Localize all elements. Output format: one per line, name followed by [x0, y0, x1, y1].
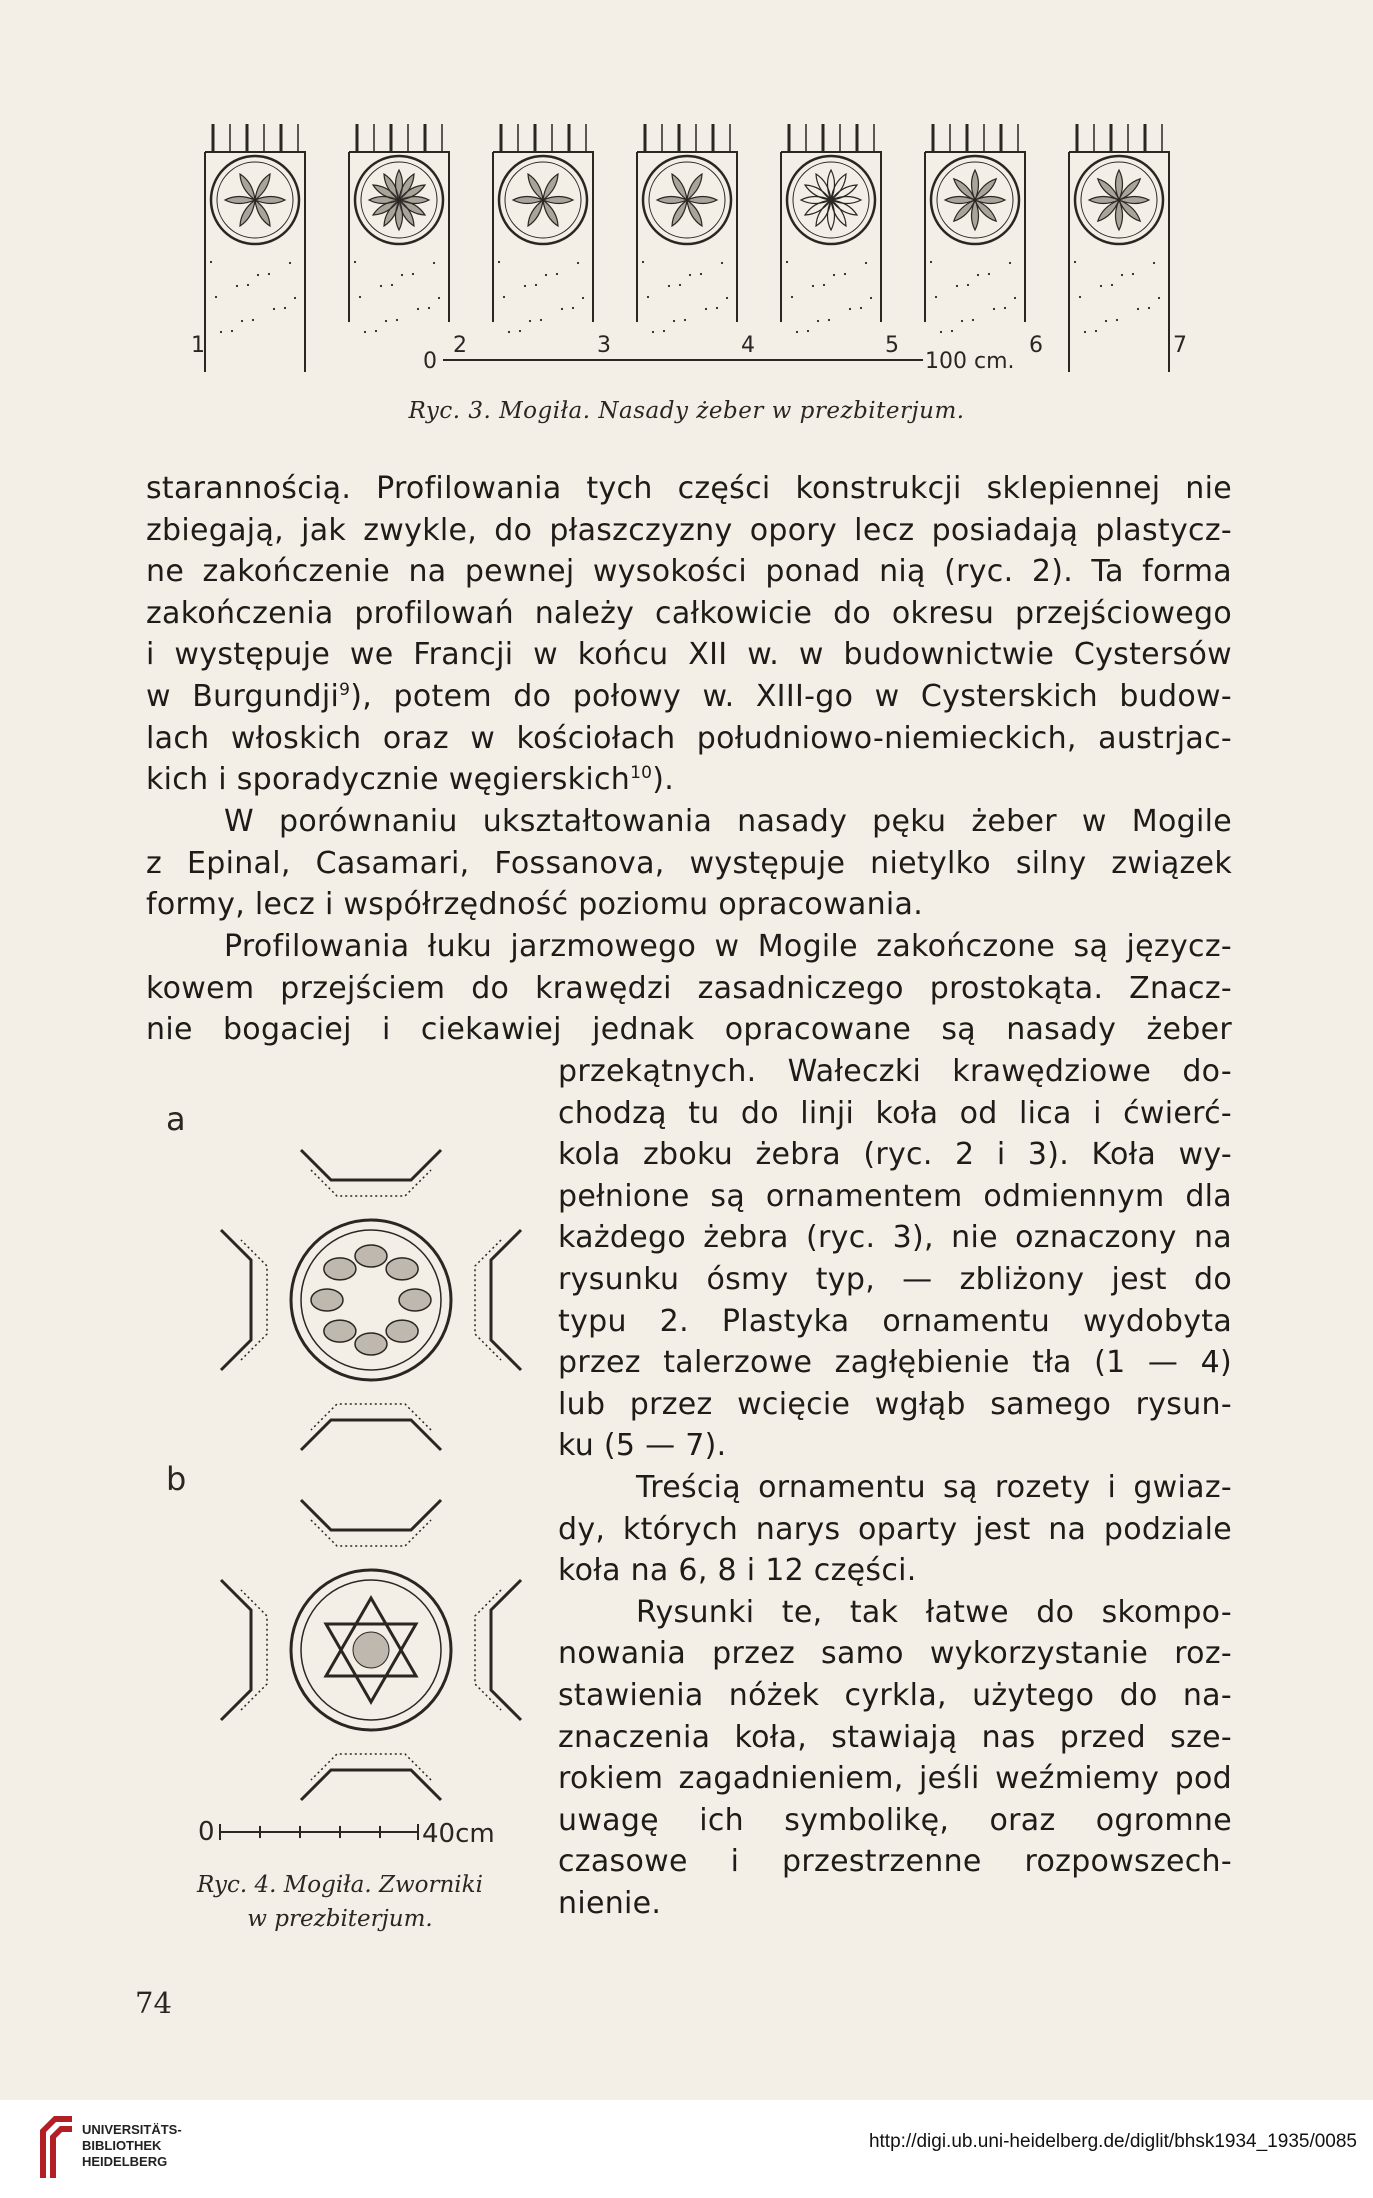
source-url-link[interactable]: http://digi.ub.uni-heidelberg.de/diglit/bhsk1934_1935/0085 — [868, 2131, 1357, 2152]
text-line: ku (5 — 7). — [558, 1428, 727, 1464]
text-fragment: ), potem do połowy w. XIII-go w Cysterskich budow- — [350, 678, 1232, 714]
figure-4-scale-bar — [198, 1817, 495, 1849]
rib-base-panel — [205, 124, 305, 372]
text-fragment: ). — [652, 762, 675, 798]
text-line: formy, lecz i współrzędność poziomu opracowania. — [146, 887, 924, 923]
library-name-line: BIBLIOTHEK — [82, 2138, 162, 2153]
text-line: czasowe i przestrzenne rozpowszech- — [558, 1844, 1232, 1880]
text-fragment: w Burgundji — [146, 678, 340, 714]
text-line: nienie. — [558, 1885, 662, 1921]
figure-3-panel-number: 2 — [453, 333, 467, 358]
scale-start-label: 0 — [198, 1817, 215, 1847]
text-line-with-note — [146, 759, 1232, 801]
text-line: pełnione są ornamentem odmiennym dla — [558, 1178, 1232, 1214]
text-line: nowania przez samo wykorzystanie roz- — [558, 1636, 1232, 1672]
figure-4-drawing — [146, 1090, 546, 1870]
text-line: chodzą tu do linji koła od lica i ćwierć- — [558, 1095, 1232, 1131]
text-line: kowem przejściem do krawędzi zasadniczego prostokąta. Znacz- — [146, 970, 1232, 1006]
text-line: zbiegają, jak zwykle, do płaszczyzny opory lecz posiadają plastycz- — [146, 512, 1232, 548]
text-line: zakończenia profilowań należy całkowicie do okresu przejściowego — [146, 595, 1232, 631]
figure-3-scale-bar — [423, 349, 1015, 374]
paragraph-3 — [146, 926, 1232, 1051]
library-name — [82, 2122, 182, 2170]
text-line: nie bogaciej i ciekawiej jednak opracowane są nasady żeber — [146, 1012, 1232, 1048]
figure-3-rib-bases — [191, 122, 1195, 382]
text-line: i występuje we Francji w końcu XII w. w budownictwie Cystersów — [146, 637, 1232, 673]
keystone-a-drawing — [221, 1150, 521, 1450]
page-number: 74 — [135, 1986, 172, 2020]
figure-4-label-a: a — [166, 1100, 186, 1138]
keystone-b-drawing — [221, 1500, 521, 1800]
text-line: uwagę ich symbolikę, oraz ogromne — [558, 1802, 1232, 1838]
text-line: ne zakończenie na pewnej wysokości ponad nią (ryc. 2). Ta forma — [146, 554, 1232, 590]
figure-3-panel-number: 1 — [191, 333, 205, 358]
figure-4-caption — [150, 1868, 530, 1936]
text-line: Treścią ornamentu są rozety i gwiaz- — [636, 1469, 1232, 1505]
figure-4-keystones — [146, 1090, 546, 1870]
rib-base-panel — [493, 124, 593, 333]
text-line: Rysunki te, tak łatwe do skompo- — [636, 1594, 1232, 1630]
figure-3-panel-number: 3 — [597, 333, 611, 358]
text-line: kola zboku żebra (ryc. 2 i 3). Koła wy- — [558, 1137, 1232, 1173]
right-column-text — [558, 1051, 1232, 1924]
text-line: koła na 6, 8 i 12 części. — [558, 1553, 917, 1589]
figure-3-panel-number: 5 — [885, 333, 899, 358]
text-line: przez talerzowe zagłębienie tła (1 — 4) — [558, 1345, 1232, 1381]
text-fragment: kich i sporadycznie węgierskich — [146, 762, 631, 798]
rib-base-panel — [925, 124, 1025, 333]
text-line: W porównaniu ukształtowania nasady pęku żeber w Mogile — [224, 804, 1232, 839]
caption-line: w prezbiterjum. — [247, 1906, 433, 1932]
figure-3-panel-number: 6 — [1029, 333, 1043, 358]
rib-base-panel — [781, 124, 881, 333]
text-line: każdego żebra (ryc. 3), nie oznaczony na — [558, 1220, 1232, 1256]
text-line: znaczenia koła, stawiają nas przed sze- — [558, 1719, 1232, 1755]
text-line: starannością. Profilowania tych części konstrukcji sklepiennej nie — [146, 471, 1232, 506]
caption-line: Ryc. 4. Mogiła. Zworniki — [197, 1872, 483, 1898]
text-line: lach włoskich oraz w kościołach południowo-niemieckich, austrjac- — [146, 720, 1232, 756]
rib-base-panel — [349, 124, 449, 333]
figure-3-panel-number: 7 — [1173, 333, 1187, 358]
paragraph-1 — [146, 468, 1232, 801]
text-line: z Epinal, Casamari, Fossanova, występuje nietylko silny związek — [146, 845, 1232, 881]
rib-base-panel — [1069, 124, 1169, 372]
library-name-line: UNIVERSITÄTS- — [82, 2122, 182, 2137]
figure-3-caption: Ryc. 3. Mogiła. Nasady żeber w prezbiterjum. — [408, 398, 965, 424]
text-line: przekątnych. Wałeczki krawędziowe do- — [558, 1054, 1232, 1089]
library-logo-icon — [36, 2112, 76, 2182]
rib-base-panel — [637, 124, 737, 333]
figure-4-label-b: b — [166, 1460, 187, 1498]
text-line: rysunku ósmy typ, — zbliżony jest do — [558, 1261, 1232, 1297]
library-name-line: HEIDELBERG — [82, 2154, 168, 2169]
text-line: dy, których narys oparty jest na podziale — [558, 1511, 1232, 1547]
figure-3-drawing — [191, 122, 1195, 382]
figure-3-panel-number: 4 — [741, 333, 755, 358]
scale-end-label: 100 cm. — [925, 349, 1015, 374]
text-line: lub przez wcięcie wgłąb samego rysun- — [558, 1386, 1232, 1422]
text-line: rokiem zagadnieniem, jeśli weźmiemy pod — [558, 1761, 1232, 1797]
scale-end-label: 40cm — [422, 1819, 495, 1849]
paragraph-2 — [146, 801, 1232, 926]
text-line: Profilowania łuku jarzmowego w Mogile zakończone są języcz- — [224, 929, 1232, 964]
text-line: typu 2. Plastyka ornamentu wydobyta — [558, 1303, 1232, 1339]
text-line-with-note — [146, 676, 1232, 718]
footnote-ref-10: 10 — [630, 763, 653, 784]
footnote-ref-9: 9 — [339, 679, 351, 700]
scale-start-label: 0 — [423, 349, 437, 374]
text-line: stawienia nóżek cyrkla, użytego do na- — [558, 1677, 1232, 1713]
